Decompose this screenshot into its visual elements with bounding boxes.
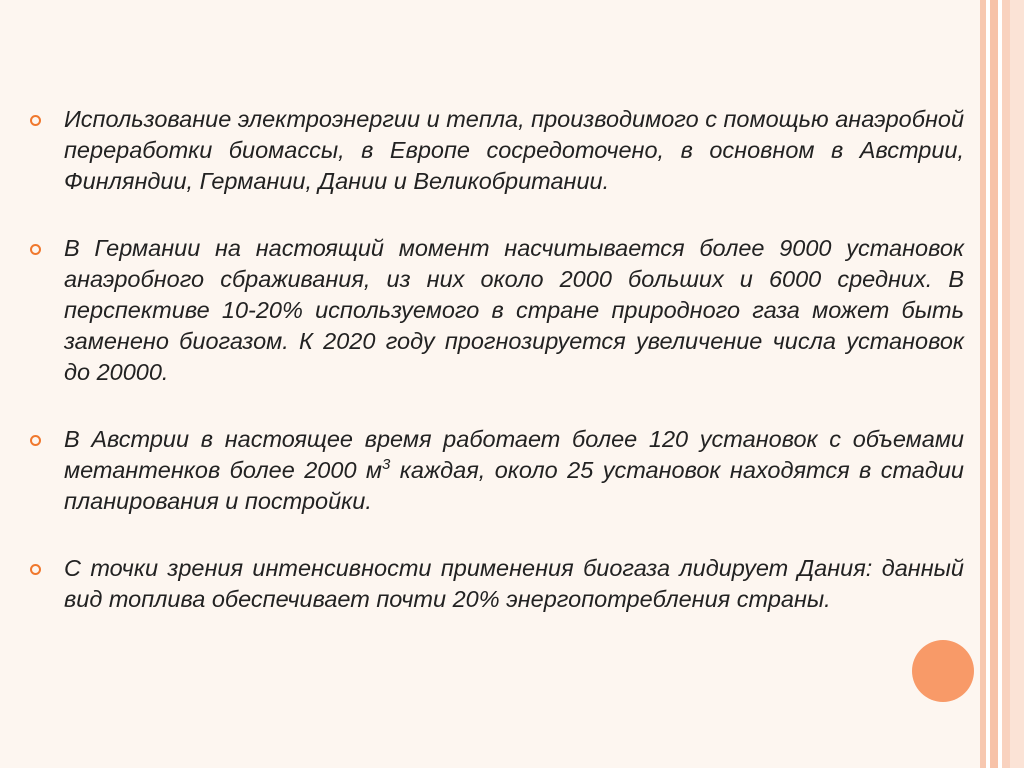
decorative-circle	[912, 640, 974, 702]
decorative-stripe	[990, 0, 998, 768]
circle-bullet-icon	[30, 115, 41, 126]
circle-bullet-icon	[30, 564, 41, 575]
bullet-text-part: В Австрии в настоящее время работает более 120 установок с объемами метантенков более 2000 м	[64, 426, 964, 483]
bullet-text: С точки зрения интенсивности применения биогаза лидирует Дания: данный вид топлива обеспечивает почти 20% энергопотребления страны.	[64, 555, 964, 612]
bullet-text: В Германии на настоящий момент насчитывается более 9000 установок анаэробного сбраживания, из них около 2000 больших и 6000 средних. В перспективе 10-20% используемого в стране природного газа может быть заменено биогазом. К 2020 году прогнозируется увеличение числа установок до 20000.	[64, 235, 964, 385]
bullet-text	[64, 424, 964, 517]
circle-bullet-icon	[30, 244, 41, 255]
bullet-item	[30, 104, 964, 197]
bullet-text: Использование электроэнергии и тепла, производимого с помощью анаэробной переработки биомассы, в Европе сосредоточено, в основном в Австрии, Финляндии, Германии, Дании и Великобритании.	[64, 106, 965, 194]
bullet-item	[30, 553, 964, 615]
decorative-stripe	[1010, 0, 1024, 768]
superscript-text: 3	[382, 456, 391, 474]
bullet-item	[30, 233, 964, 388]
decorative-stripe	[1002, 0, 1010, 768]
circle-bullet-icon	[30, 435, 41, 446]
bullet-text-part: каждая, около 25 установок находятся в стадии планирования и постройки.	[64, 457, 964, 514]
bullet-list	[30, 104, 964, 651]
bullet-item	[30, 424, 964, 517]
